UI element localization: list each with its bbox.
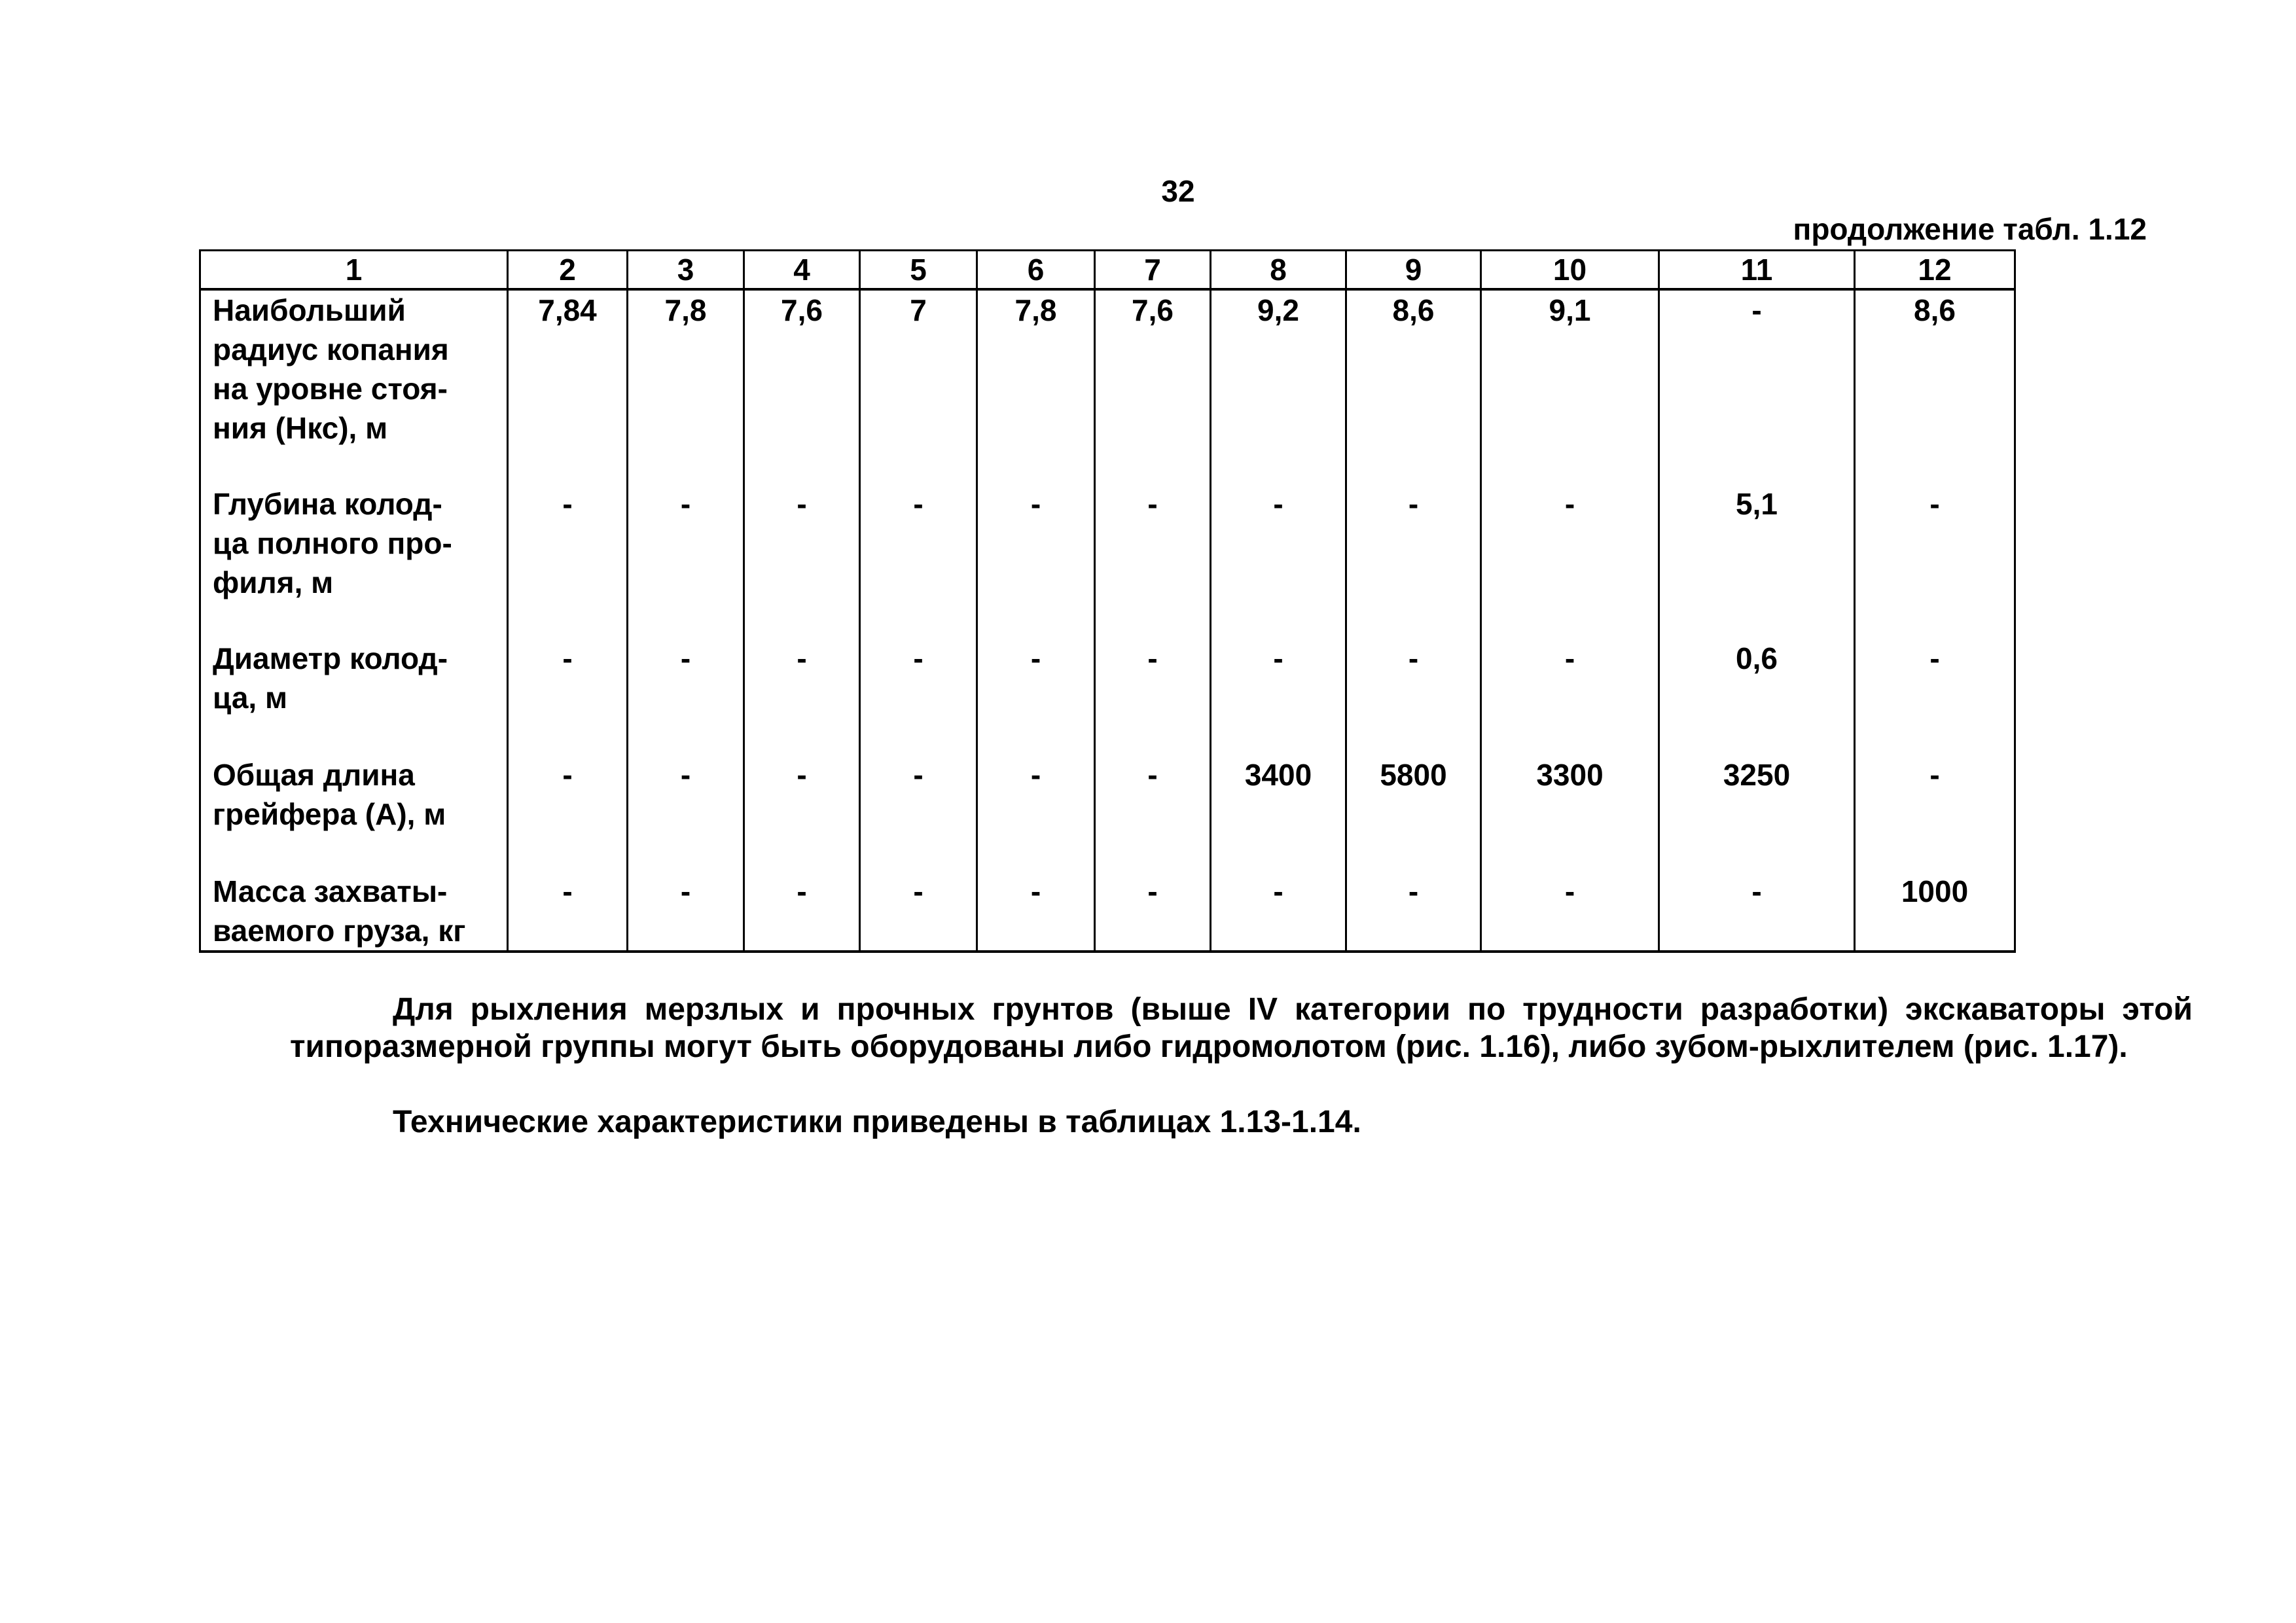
column-header: 3 [628, 251, 744, 290]
table-cell: - [508, 755, 628, 872]
table-cell: - [1855, 755, 2015, 872]
table-row [200, 755, 2015, 872]
table-caption: продолжение табл. 1.12 [1793, 212, 2147, 246]
table-cell: - [628, 639, 744, 755]
row-label: Наибольший радиус копания на уровне стоя- ния (Нкс), м [200, 289, 508, 484]
table-cell: - [1095, 639, 1211, 755]
table-cell: - [1855, 639, 2015, 755]
table-cell: - [1659, 872, 1855, 952]
table-cell: - [977, 484, 1095, 639]
table-cell: 7 [860, 289, 977, 484]
table-cell: 3250 [1659, 755, 1855, 872]
body-paragraph-reference: Технические характеристики приведены в таблицах 1.13-1.14. [393, 1105, 1361, 1139]
table-cell: 9,2 [1211, 289, 1346, 484]
column-header: 9 [1346, 251, 1481, 290]
table-cell: 7,84 [508, 289, 628, 484]
table-cell: - [628, 872, 744, 952]
table-cell: - [1095, 484, 1211, 639]
body-paragraph: Для рыхления мерзлых и прочных грунтов (выше IV категории по трудности разработки) экскаваторы этой типоразмерной группы могут быть оборудованы либо гидромолотом (рис. 1.16), либо зубом-рыхлителем (рис. 1.17). [290, 992, 2193, 1064]
table-cell: 5,1 [1659, 484, 1855, 639]
row-label: Глубина колод- ца полного про- филя, м [200, 484, 508, 639]
column-header: 6 [977, 251, 1095, 290]
column-header: 11 [1659, 251, 1855, 290]
column-header: 8 [1211, 251, 1346, 290]
table-cell: - [1095, 872, 1211, 952]
specification-table [199, 249, 2016, 953]
table-cell: - [977, 755, 1095, 872]
table-cell: - [1211, 639, 1346, 755]
table-cell: 3400 [1211, 755, 1346, 872]
table-cell: 7,6 [744, 289, 860, 484]
table-cell: - [1659, 289, 1855, 484]
table-row [200, 289, 2015, 484]
table-cell: - [744, 639, 860, 755]
column-header: 4 [744, 251, 860, 290]
table-cell: - [508, 639, 628, 755]
table-cell: 8,6 [1855, 289, 2015, 484]
table-cell: - [628, 755, 744, 872]
table-cell: - [508, 872, 628, 952]
column-header: 2 [508, 251, 628, 290]
table-cell: - [744, 484, 860, 639]
column-header: 5 [860, 251, 977, 290]
table-cell: 8,6 [1346, 289, 1481, 484]
table-cell: - [977, 639, 1095, 755]
table-cell: - [860, 755, 977, 872]
table-cell: 1000 [1855, 872, 2015, 952]
table-row [200, 639, 2015, 755]
row-label: Масса захваты- ваемого груза, кг [200, 872, 508, 952]
table-cell: 0,6 [1659, 639, 1855, 755]
column-header: 10 [1481, 251, 1659, 290]
table-row [200, 872, 2015, 952]
table-cell: - [1855, 484, 2015, 639]
table-cell: - [744, 755, 860, 872]
table-cell: - [1346, 872, 1481, 952]
table-cell: - [1481, 639, 1659, 755]
table-cell: 7,8 [628, 289, 744, 484]
table-header-row [200, 251, 2015, 290]
table-cell: - [628, 484, 744, 639]
table-cell: - [508, 484, 628, 639]
table-cell: - [1346, 639, 1481, 755]
table-cell: - [744, 872, 860, 952]
row-label: Общая длина грейфера (А), м [200, 755, 508, 872]
row-label: Диаметр колод- ца, м [200, 639, 508, 755]
column-header: 12 [1855, 251, 2015, 290]
table-cell: 5800 [1346, 755, 1481, 872]
table-cell: - [860, 484, 977, 639]
table-cell: - [1211, 872, 1346, 952]
table-cell: - [1211, 484, 1346, 639]
column-header: 1 [200, 251, 508, 290]
table-cell: - [1481, 872, 1659, 952]
column-header: 7 [1095, 251, 1211, 290]
table-cell: - [1095, 755, 1211, 872]
table-cell: - [1346, 484, 1481, 639]
table-cell: - [1481, 484, 1659, 639]
table-row [200, 484, 2015, 639]
table-cell: - [860, 639, 977, 755]
table-cell: 3300 [1481, 755, 1659, 872]
table-cell: - [860, 872, 977, 952]
table-cell: - [977, 872, 1095, 952]
table-cell: 7,6 [1095, 289, 1211, 484]
table-cell: 9,1 [1481, 289, 1659, 484]
page-number: 32 [1161, 174, 1195, 208]
table-cell: 7,8 [977, 289, 1095, 484]
